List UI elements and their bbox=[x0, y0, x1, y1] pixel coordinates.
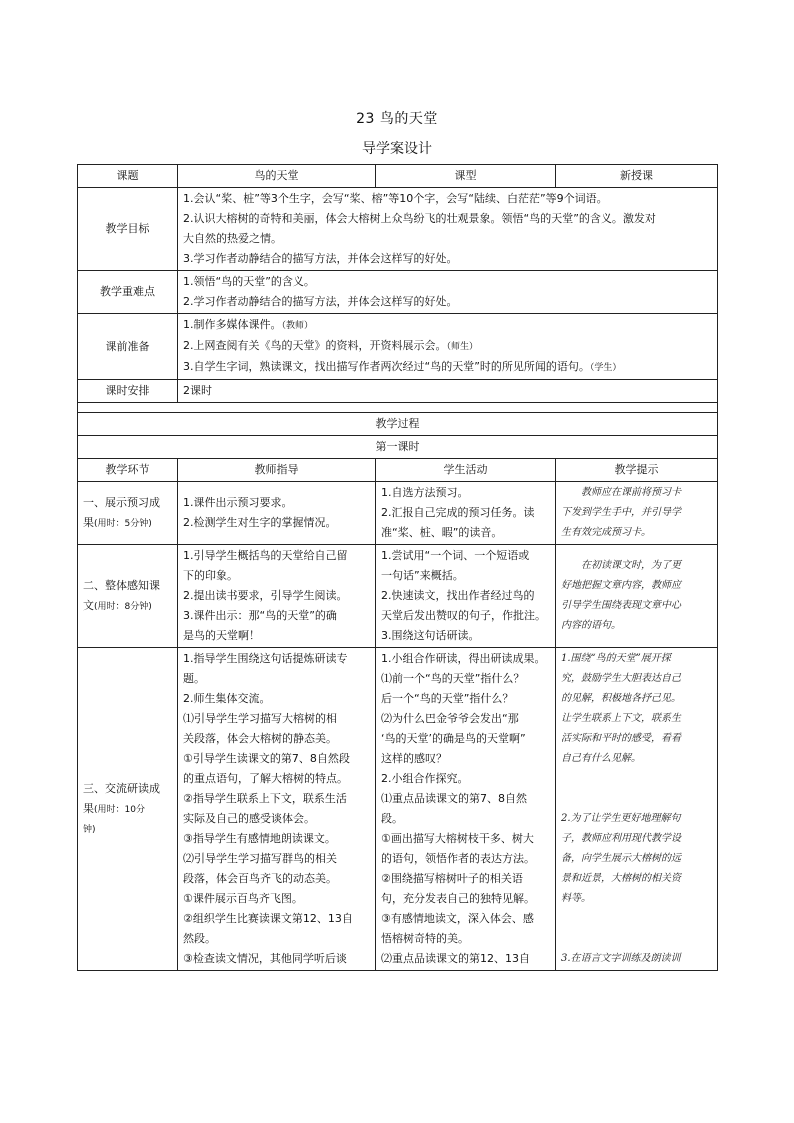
teacher-line: 是鸟的天堂啊！ bbox=[183, 629, 260, 642]
teacher-line: 2.师生集体交流。 bbox=[183, 692, 271, 705]
col-header-hint: 教学提示 bbox=[556, 459, 718, 482]
student-line: ⑴前一个“鸟的天堂”指什么？ bbox=[381, 672, 525, 685]
student-line: 准“桨、桩、暇”的读音。 bbox=[381, 526, 503, 539]
prep-label: 课前准备 bbox=[78, 314, 178, 380]
hint-line bbox=[561, 769, 712, 789]
stage-time-cont: 钟) bbox=[83, 824, 96, 835]
stage-name: 三、交流研读成 bbox=[83, 781, 160, 795]
stage-name-cont: 文 bbox=[83, 598, 94, 612]
teacher-line: 段落，体会百鸟齐飞的动态美。 bbox=[183, 872, 337, 885]
student-line: ②围绕描写榕树叶子的相关语 bbox=[381, 872, 523, 885]
table-row bbox=[78, 648, 718, 971]
hint-line: 3.在语言文字训练及朗读训 bbox=[561, 953, 681, 964]
student-line: 3.围绕这句话研读。 bbox=[381, 629, 480, 642]
student-line: 悟榕树奇特的美。 bbox=[381, 932, 469, 945]
student-line: 后一个“鸟的天堂”指什么？ bbox=[381, 692, 514, 705]
student-line: 天堂后发出赞叹的句子，作批注。 bbox=[381, 609, 546, 622]
teacher-line: 2.提出读书要求，引导学生阅读。 bbox=[183, 589, 348, 602]
hint-line: 下发到学生手中，并引导学 bbox=[561, 507, 681, 518]
hint-line: 让学生联系上下文，联系生 bbox=[561, 713, 681, 724]
schedule-label: 课时安排 bbox=[78, 380, 178, 403]
hint-line: 自己有什么见解。 bbox=[561, 753, 641, 764]
student-line: 2.小组合作探究。 bbox=[381, 772, 469, 785]
teacher-line: 2.检测学生对生字的掌握情况。 bbox=[183, 516, 337, 529]
hint-line: 子，教师应利用现代教学设 bbox=[561, 833, 681, 844]
hint-line: 在初读课文时，为了更 bbox=[581, 560, 681, 571]
student-line: 1.小组合作研读，得出研读成果。 bbox=[381, 652, 546, 665]
hint-line: 1.围绕“鸟的天堂”展开探 bbox=[561, 653, 671, 664]
goals-line: 3.学习作者动静结合的描写方法，并体会这样写的好处。 bbox=[183, 252, 458, 265]
teacher-line: ⑵引导学生学习描写群鸟的相关 bbox=[183, 852, 337, 865]
prep-role: （教师） bbox=[281, 321, 314, 331]
lesson-plan-table bbox=[77, 164, 718, 971]
stage-cell bbox=[78, 545, 178, 648]
process-heading: 教学过程 bbox=[78, 413, 718, 436]
stage-cell bbox=[78, 648, 178, 971]
teacher-line: ③检查读文情况，其他同学听后谈 bbox=[183, 952, 347, 965]
teacher-line: 1.引导学生概括鸟的天堂给自己留 bbox=[183, 549, 348, 562]
prep-line: 3.自学生字词，熟读课文，找出描写作者两次经过“鸟的天堂”时的所见所闻的语句。 bbox=[183, 360, 590, 373]
stage-name: 二、整体感知课 bbox=[83, 578, 160, 592]
prep-role: （师生） bbox=[446, 342, 479, 352]
keypoints-line: 1.领悟“鸟的天堂”的含义。 bbox=[183, 275, 315, 288]
hint-cell bbox=[556, 482, 718, 545]
teacher-line: 1.指导学生围绕这句话提炼研读专 bbox=[183, 652, 348, 665]
teacher-cell bbox=[178, 482, 376, 545]
student-line: 句，充分发表自己的独特见解。 bbox=[381, 892, 535, 905]
hint-line bbox=[561, 909, 712, 929]
stage-time: (用时：8分钟) bbox=[94, 601, 152, 612]
student-line: ⑴重点品读课文的第7、8自然 bbox=[381, 792, 527, 805]
stage-name-cont: 果 bbox=[83, 801, 94, 815]
goals-line: 大自然的热爱之情。 bbox=[183, 232, 282, 245]
hint-line: 生有效完成预习卡。 bbox=[561, 527, 651, 538]
teacher-line: ③指导学生有感情地朗读课文。 bbox=[183, 832, 336, 845]
teacher-line: ⑴引导学生学习描写大榕树的相 bbox=[183, 712, 337, 725]
stage-cell bbox=[78, 482, 178, 545]
goals-line: 1.会认“桨、桩”等3个生字，会写“桨、榕”等10个字，会写“陆续、白茫茫”等9个词语。 bbox=[183, 192, 608, 205]
teacher-line: ②指导学生联系上下文，联系生活 bbox=[183, 792, 347, 805]
teacher-line: 的重点语句，了解大榕树的特点。 bbox=[183, 772, 348, 785]
hint-line: 景和近景，大榕树的相关资 bbox=[561, 873, 681, 884]
hint-line: 2.为了让学生更好地理解句 bbox=[561, 813, 681, 824]
stage-time: (用时：5分钟) bbox=[94, 518, 152, 529]
teacher-cell bbox=[178, 648, 376, 971]
page-subtitle: 导学案设计 bbox=[362, 141, 432, 157]
stage-name: 一、展示预习成 bbox=[83, 495, 160, 509]
teacher-line: ①引导学生读课文的第7、8自然段 bbox=[183, 752, 350, 765]
hint-line: 教师应在课前将预习卡 bbox=[581, 487, 681, 498]
student-line: ‘鸟的天堂’的确是鸟的天堂啊” bbox=[381, 732, 526, 745]
topic-value: 鸟的天堂 bbox=[178, 165, 376, 188]
type-value: 新授课 bbox=[556, 165, 718, 188]
hint-cell bbox=[556, 648, 718, 971]
student-cell bbox=[376, 648, 556, 971]
teacher-line: ②组织学生比赛读课文第12、13自 bbox=[183, 912, 353, 925]
prep-role: （学生） bbox=[589, 363, 622, 373]
teacher-line: 然段。 bbox=[183, 932, 216, 945]
teacher-line: 1.课件出示预习要求。 bbox=[183, 496, 293, 509]
student-cell bbox=[376, 482, 556, 545]
teacher-line: 3.课件出示：那“鸟的天堂”的确 bbox=[183, 609, 337, 622]
teacher-line: 题。 bbox=[183, 672, 205, 685]
lesson-heading: 第一课时 bbox=[78, 436, 718, 459]
type-header: 课型 bbox=[376, 165, 556, 188]
goals-label: 教学目标 bbox=[78, 188, 178, 271]
table-row bbox=[78, 545, 718, 648]
prep-line: 2.上网查阅有关《鸟的天堂》的资料，开资料展示会。 bbox=[183, 339, 447, 352]
hint-line: 的见解，积极地各抒己见。 bbox=[561, 693, 681, 704]
prep-line: 1.制作多媒体课件。 bbox=[183, 318, 282, 331]
teacher-line: 实际及自己的感受谈体会。 bbox=[183, 812, 315, 825]
teacher-line: 关段落，体会大榕树的静态美。 bbox=[183, 732, 337, 745]
table-row bbox=[78, 482, 718, 545]
student-line: 的语句，领悟作者的表达方法。 bbox=[381, 852, 535, 865]
teacher-cell bbox=[178, 545, 376, 648]
col-header-stage: 教学环节 bbox=[78, 459, 178, 482]
student-line: ①画出描写大榕树枝干多、树大 bbox=[381, 832, 534, 845]
student-line: 段。 bbox=[381, 812, 403, 825]
page-title: 23 鸟的天堂 bbox=[356, 111, 438, 127]
hint-line bbox=[561, 929, 712, 949]
col-header-student: 学生活动 bbox=[376, 459, 556, 482]
student-line: 1.自选方法预习。 bbox=[381, 486, 469, 499]
student-line: 2.汇报自己完成的预习任务。读 bbox=[381, 506, 535, 519]
student-line: ⑵为什么巴金爷爷会发出“那 bbox=[381, 712, 519, 725]
student-line: 1.尝试用“一个词、一个短语或 bbox=[381, 549, 530, 562]
stage-time: (用时：10分 bbox=[94, 804, 145, 815]
stage-name-cont: 果 bbox=[83, 515, 94, 529]
student-line: ③有感情地读文，深入体会、感 bbox=[381, 912, 534, 925]
hint-line: 好地把握文章内容，教师应 bbox=[561, 580, 681, 591]
prep-content bbox=[178, 314, 718, 380]
keypoints-line: 2.学习作者动静结合的描写方法，并体会这样写的好处。 bbox=[183, 295, 458, 308]
goals-content bbox=[178, 188, 718, 271]
col-header-teacher: 教师指导 bbox=[178, 459, 376, 482]
hint-line: 备，向学生展示大榕树的远 bbox=[561, 853, 681, 864]
student-line: 2.快速读文，找出作者经过鸟的 bbox=[381, 589, 535, 602]
hint-line: 究，鼓励学生大胆表达自己 bbox=[561, 673, 681, 684]
hint-line bbox=[561, 789, 712, 809]
hint-cell bbox=[556, 545, 718, 648]
hint-line: 引导学生围绕表现文章中心 bbox=[561, 600, 681, 611]
goals-line: 2.认识大榕树的奇特和美丽，体会大榕树上众鸟纷飞的壮观景象。领悟“鸟的天堂”的含义。激发对 bbox=[183, 212, 656, 225]
schedule-value: 2课时 bbox=[178, 380, 718, 403]
student-line: 一句话”来概括。 bbox=[381, 569, 464, 582]
teacher-line: ①课件展示百鸟齐飞图。 bbox=[183, 892, 303, 905]
keypoints-content bbox=[178, 271, 718, 314]
topic-header: 课题 bbox=[78, 165, 178, 188]
teacher-line: 下的印象。 bbox=[183, 569, 238, 582]
hint-line: 料等。 bbox=[561, 893, 591, 904]
hint-line: 内容的语句。 bbox=[561, 620, 621, 631]
keypoints-label: 教学重难点 bbox=[78, 271, 178, 314]
hint-line: 活实际和平时的感受，看看 bbox=[561, 733, 681, 744]
student-line: ⑵重点品读课文的第12、13自 bbox=[381, 952, 530, 965]
spacer-row bbox=[78, 403, 718, 413]
student-cell bbox=[376, 545, 556, 648]
student-line: 这样的感叹？ bbox=[381, 752, 447, 765]
